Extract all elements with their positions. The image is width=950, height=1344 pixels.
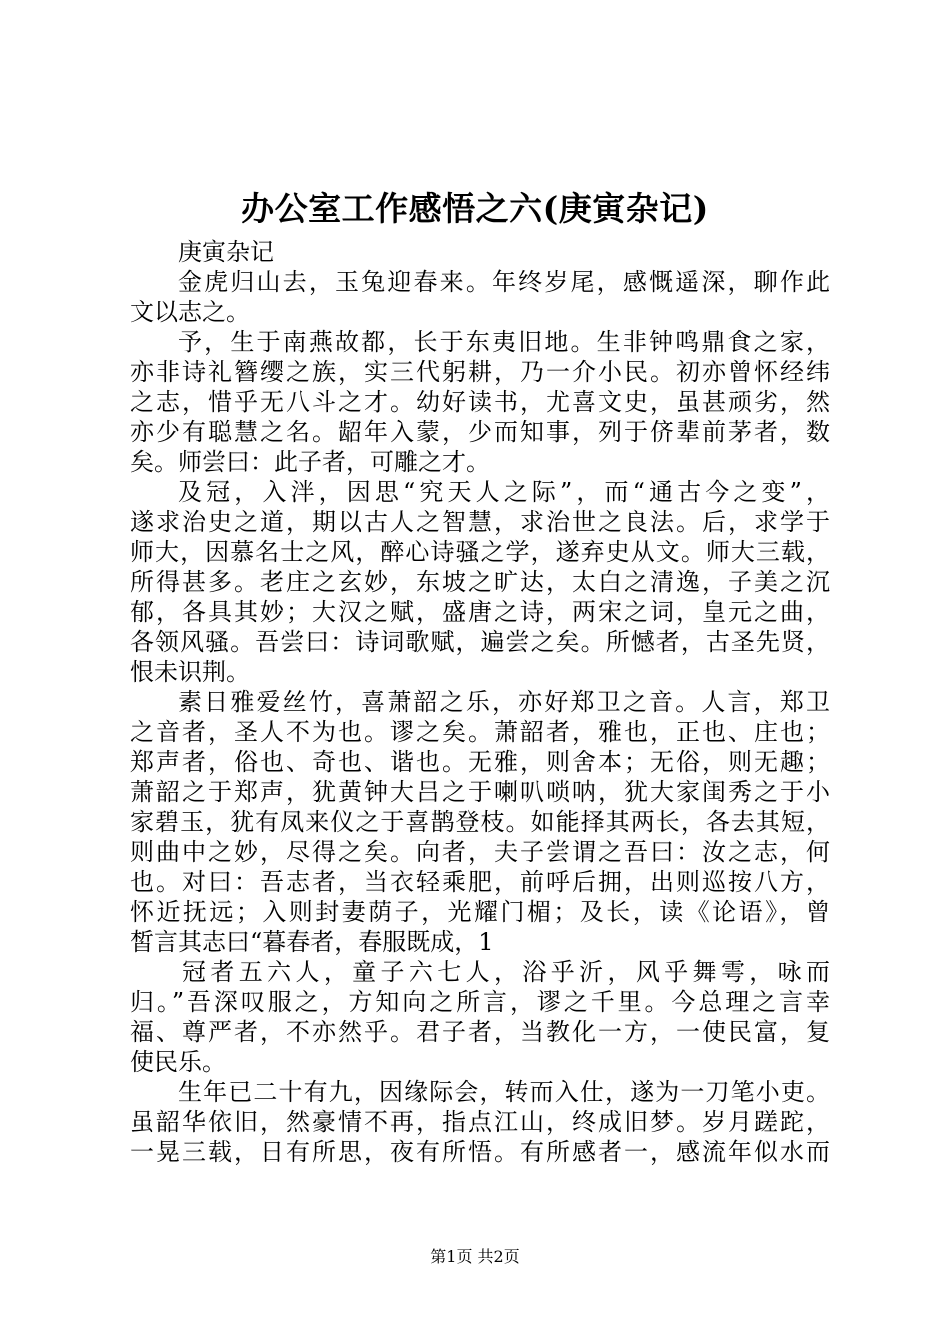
- text-line: 亦非诗礼簪缨之族，实三代躬耕，乃一介小民。初亦曾怀经纬: [130, 358, 830, 386]
- text-line: 虽韶华依旧，然豪情不再，指点江山，终成旧梦。岁月蹉跎，: [130, 1108, 830, 1136]
- text-line: 归。”吾深叹服之，方知向之所言，谬之千里。今总理之言幸: [130, 988, 830, 1016]
- text-line: 予，生于南燕故都，长于东夷旧地。生非钟鸣鼎食之家，: [178, 328, 830, 356]
- text-line: 也。对曰：吾志者，当衣轻乘肥，前呼后拥，出则巡按八方，: [130, 868, 830, 896]
- text-line: 使民乐。: [130, 1048, 226, 1076]
- text-line: 皙言其志曰“暮春者，春服既成，1: [130, 928, 494, 956]
- text-line: 怀近抚远；入则封妻荫子，光耀门楣；及长，读《论语》，曾: [130, 898, 830, 926]
- text-line: 福、尊严者，不亦然乎。君子者，当教化一方，一使民富，复: [130, 1018, 830, 1046]
- text-line: 生年已二十有九，因缘际会，转而入仕，遂为一刀笔小吏。: [178, 1078, 830, 1106]
- text-line: 及冠，入泮，因思“究天人之际”，而“通古今之变”，: [178, 478, 830, 506]
- text-line: 矣。师尝曰：此子者，可雕之才。: [130, 448, 490, 476]
- text-line: 文以志之。: [130, 298, 250, 326]
- text-line: 郑声者，俗也、奇也、谐也。无雅，则舍本；无俗，则无趣；: [130, 748, 830, 776]
- text-line: 遂求治史之道，期以古人之智慧，求治世之良法。后，求学于: [130, 508, 830, 536]
- page-number-footer: 第1页 共2页: [430, 1247, 520, 1266]
- text-line: 素日雅爱丝竹，喜萧韶之乐，亦好郑卫之音。人言，郑卫: [178, 688, 830, 716]
- text-line: 萧韶之于郑声，犹黄钟大吕之于喇叭唢呐，犹大家闺秀之于小: [130, 778, 830, 806]
- text-line: 一晃三载，日有所思，夜有所悟。有所感者一，感流年似水而: [130, 1138, 830, 1166]
- text-line: 郁，各具其妙；大汉之赋，盛唐之诗，两宋之词，皇元之曲，: [130, 598, 830, 626]
- text-line: 庚寅杂记: [178, 238, 274, 266]
- text-line: 各领风骚。吾尝曰：诗词歌赋，遍尝之矣。所憾者，古圣先贤，: [130, 628, 830, 656]
- text-line: 师大，因慕名士之风，醉心诗骚之学，遂弃史从文。师大三载，: [130, 538, 830, 566]
- text-line: 则曲中之妙，尽得之矣。向者，夫子尝谓之吾曰：汝之志，何: [130, 838, 830, 866]
- text-line: 家碧玉，犹有凤来仪之于喜鹊登枝。如能择其两长，各去其短，: [130, 808, 830, 836]
- text-line: 金虎归山去，玉兔迎春来。年终岁尾，感慨遥深，聊作此: [178, 268, 830, 296]
- document-title: 办公室工作感悟之六(庚寅杂记): [241, 189, 709, 228]
- text-line: 之志，惜乎无八斗之才。幼好读书，尤喜文史，虽甚顽劣，然: [130, 388, 830, 416]
- text-line: 之音者，圣人不为也。谬之矣。萧韶者，雅也，正也、庄也；: [130, 718, 830, 746]
- text-line: 冠者五六人，童子六七人，浴乎沂，风乎舞雩，咏而: [182, 958, 830, 986]
- text-line: 恨未识荆。: [130, 658, 250, 686]
- text-line: 亦少有聪慧之名。龆年入蒙，少而知事，列于侪辈前茅者，数: [130, 418, 830, 446]
- text-line: 所得甚多。老庄之玄妙，东坡之旷达，太白之清逸，子美之沉: [130, 568, 830, 596]
- document-body: [130, 237, 830, 1167]
